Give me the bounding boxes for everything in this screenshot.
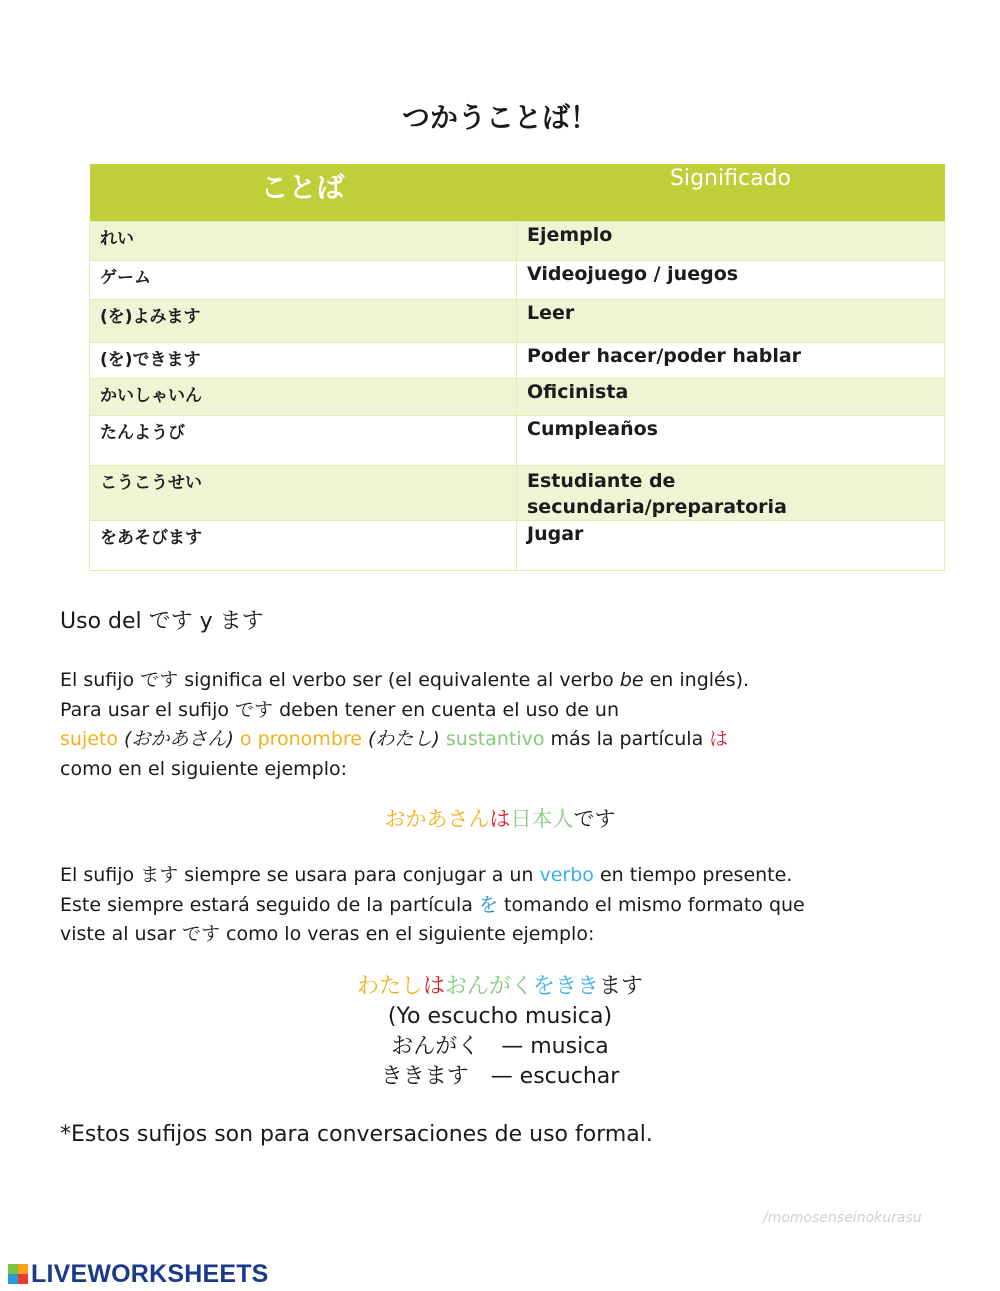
desu-word: です bbox=[182, 923, 221, 945]
example-particle-wa: は bbox=[422, 974, 445, 999]
subject-example: (おかあさん) bbox=[124, 728, 234, 750]
example-subject: おかあさん bbox=[384, 807, 490, 831]
liveworksheets-logo bbox=[8, 1261, 269, 1287]
text-line bbox=[60, 696, 749, 726]
page-title: つかうことば！ bbox=[401, 101, 598, 134]
desu-word: です bbox=[140, 669, 179, 691]
table-row bbox=[90, 521, 945, 571]
example-sentence-2 bbox=[0, 972, 1000, 1092]
text-line bbox=[60, 666, 749, 696]
pronoun-label: o pronombre bbox=[233, 728, 369, 750]
example-subject: わたし bbox=[356, 974, 423, 999]
example-desu: です bbox=[573, 807, 616, 831]
text-run: Este siempre estará seguido de la partícula bbox=[60, 893, 479, 916]
table-row bbox=[90, 379, 945, 416]
word-cell: れい bbox=[90, 222, 517, 261]
text-run: en inglés). bbox=[643, 669, 750, 691]
word-cell: ゲーム bbox=[90, 261, 517, 300]
table-row bbox=[90, 466, 945, 521]
text-run: como en el siguiente ejemplo: bbox=[60, 757, 348, 780]
particle-wo: を bbox=[478, 893, 498, 916]
example-translation: (Yo escucho musica) bbox=[387, 1004, 613, 1029]
particle-wa: は bbox=[709, 728, 729, 750]
word-cell: (を)できます bbox=[90, 343, 517, 379]
text-run: significa el verbo ser (el equivalente al verbo bbox=[178, 669, 620, 691]
example-object: おんがく bbox=[444, 974, 533, 999]
logo-mark-icon bbox=[8, 1264, 28, 1284]
table-row bbox=[90, 416, 945, 466]
meaning-cell: Leer bbox=[517, 300, 945, 343]
be-word: be bbox=[619, 669, 644, 691]
meaning-cell: Jugar bbox=[517, 521, 945, 571]
logo-text: LIVEWORKSHEETS bbox=[31, 1259, 269, 1288]
noun-label: sustantivo bbox=[439, 728, 545, 750]
text-run: El sufijo bbox=[60, 864, 141, 886]
text-run: Para usar el sufijo bbox=[60, 698, 236, 721]
text-run: más la partícula bbox=[544, 728, 710, 750]
masu-word: ます bbox=[140, 864, 179, 886]
meaning-cell: Estudiante de secundaria/preparatoria bbox=[517, 466, 945, 521]
meaning-cell: Poder hacer/poder hablar bbox=[517, 343, 945, 379]
text-line bbox=[60, 920, 805, 950]
example-noun: 日本人 bbox=[510, 807, 574, 831]
table-row bbox=[90, 343, 945, 379]
table-row bbox=[90, 222, 945, 261]
text-run: tomando el mismo formato que bbox=[497, 893, 805, 916]
example-japanese bbox=[0, 972, 1000, 1002]
text-run: siempre se usara para conjugar a un bbox=[178, 864, 540, 886]
author-credit: /momosenseinokurasu bbox=[763, 1210, 922, 1226]
meaning-cell: Oficinista bbox=[517, 379, 945, 416]
vocab-gloss: ききます — escuchar bbox=[380, 1064, 620, 1089]
text-run: en tiempo presente. bbox=[593, 864, 793, 886]
meaning-cell: Cumpleaños bbox=[517, 416, 945, 466]
vocabulary-table bbox=[89, 164, 945, 571]
example-masu: ます bbox=[599, 974, 644, 999]
vocab-gloss: おんがく — musica bbox=[391, 1034, 609, 1059]
masu-explanation bbox=[60, 861, 805, 950]
word-cell: かいしゃいん bbox=[90, 379, 517, 416]
formal-usage-note: *Estos sufijos son para conversaciones de uso formal. bbox=[60, 1122, 653, 1147]
desu-word: です bbox=[235, 698, 274, 721]
pronoun-example: (わたし) bbox=[368, 728, 440, 750]
text-line bbox=[60, 755, 749, 785]
desu-explanation bbox=[60, 666, 749, 784]
example-verb-stem: きき bbox=[555, 974, 600, 999]
meaning-cell: Videojuego / juegos bbox=[517, 261, 945, 300]
word-cell: をあそびます bbox=[90, 521, 517, 571]
example-particle: は bbox=[489, 807, 511, 831]
meaning-cell: Ejemplo bbox=[517, 222, 945, 261]
verb-label: verbo bbox=[539, 864, 594, 886]
table-header-row bbox=[90, 164, 945, 222]
word-cell: (を)よみます bbox=[90, 300, 517, 343]
text-run: como lo veras en el siguiente ejemplo: bbox=[220, 923, 595, 945]
example-particle-wo: を bbox=[533, 974, 556, 999]
word-cell: たんようび bbox=[90, 416, 517, 466]
text-run: deben tener en cuenta el uso de un bbox=[273, 698, 620, 721]
column-header-word: ことば bbox=[90, 164, 517, 222]
table-row bbox=[90, 261, 945, 300]
section-title: Uso del です y ます bbox=[60, 609, 264, 634]
text-run: El sufijo bbox=[60, 669, 141, 691]
table-row bbox=[90, 300, 945, 343]
column-header-meaning: Significado bbox=[517, 164, 945, 222]
subject-label: sujeto bbox=[60, 728, 125, 750]
text-run: viste al usar bbox=[60, 923, 182, 945]
example-sentence-1 bbox=[0, 803, 1000, 833]
text-line bbox=[60, 725, 749, 755]
word-cell: こうこうせい bbox=[90, 466, 517, 521]
text-line bbox=[60, 861, 805, 891]
text-line bbox=[60, 891, 805, 921]
